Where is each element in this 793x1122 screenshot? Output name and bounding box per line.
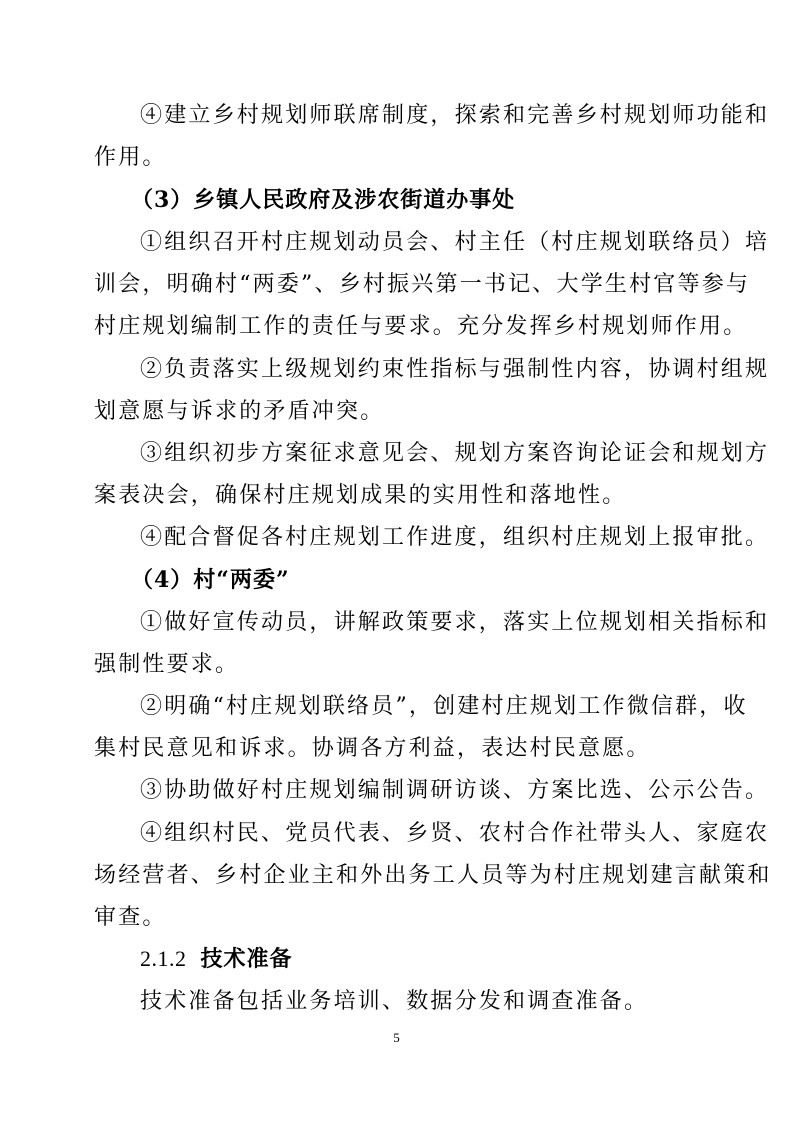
paragraph-line: 训会，明确村“两委”、乡村振兴第一书记、大学生村官等参与	[94, 272, 751, 297]
paragraph-line: 强制性要求。	[94, 652, 240, 677]
paragraph-line: ④建立乡村规划师联席制度，探索和完善乡村规划师功能和	[140, 103, 770, 128]
paragraph-line: 村庄规划编制工作的责任与要求。充分发挥乡村规划师作用。	[94, 314, 748, 339]
paragraph-line: ①做好宣传动员，讲解政策要求，落实上位规划相关指标和	[140, 610, 770, 635]
paragraph-line: 案表决会，确保村庄规划成果的实用性和落地性。	[94, 483, 627, 508]
paragraph-line: ②负责落实上级规划约束性指标与强制性内容，协调村组规	[140, 357, 770, 382]
section-heading: （4）村“两委”	[131, 567, 290, 593]
paragraph-line: 集村民意见和诉求。协调各方利益，表达村民意愿。	[94, 736, 651, 761]
subsection-number: 2.1.2	[140, 946, 187, 971]
paragraph-line: ③协助做好村庄规划编制调研访谈、方案比选、公示公告。	[140, 778, 770, 803]
paragraph-line: ④组织村民、党员代表、乡贤、农村合作社带头人、家庭农	[140, 821, 770, 846]
paragraph-line: 场经营者、乡村企业主和外出务工人员等为村庄规划建言献策和	[94, 863, 772, 888]
paragraph-line: 审查。	[94, 905, 167, 930]
paragraph-line: 划意愿与诉求的矛盾冲突。	[94, 399, 385, 424]
paragraph-line: 作用。	[94, 145, 167, 170]
subsection-heading	[140, 947, 793, 972]
page-number: 5	[393, 1030, 400, 1045]
paragraph-line: ①组织召开村庄规划动员会、村主任（村庄规划联络员）培	[140, 230, 770, 255]
subsection-title: 技术准备	[200, 947, 293, 972]
paragraph-line: ②明确“村庄规划联络员”，创建村庄规划工作微信群，收	[140, 694, 748, 719]
paragraph-line: ③组织初步方案征求意见会、规划方案咨询论证会和规划方	[140, 441, 770, 466]
section-heading: （3）乡镇人民政府及涉农街道办事处	[131, 187, 516, 213]
paragraph-line: ④配合督促各村庄规划工作进度，组织村庄规划上报审批。	[140, 525, 770, 550]
paragraph-line: 技术准备包括业务培训、数据分发和调查准备。	[140, 989, 649, 1014]
